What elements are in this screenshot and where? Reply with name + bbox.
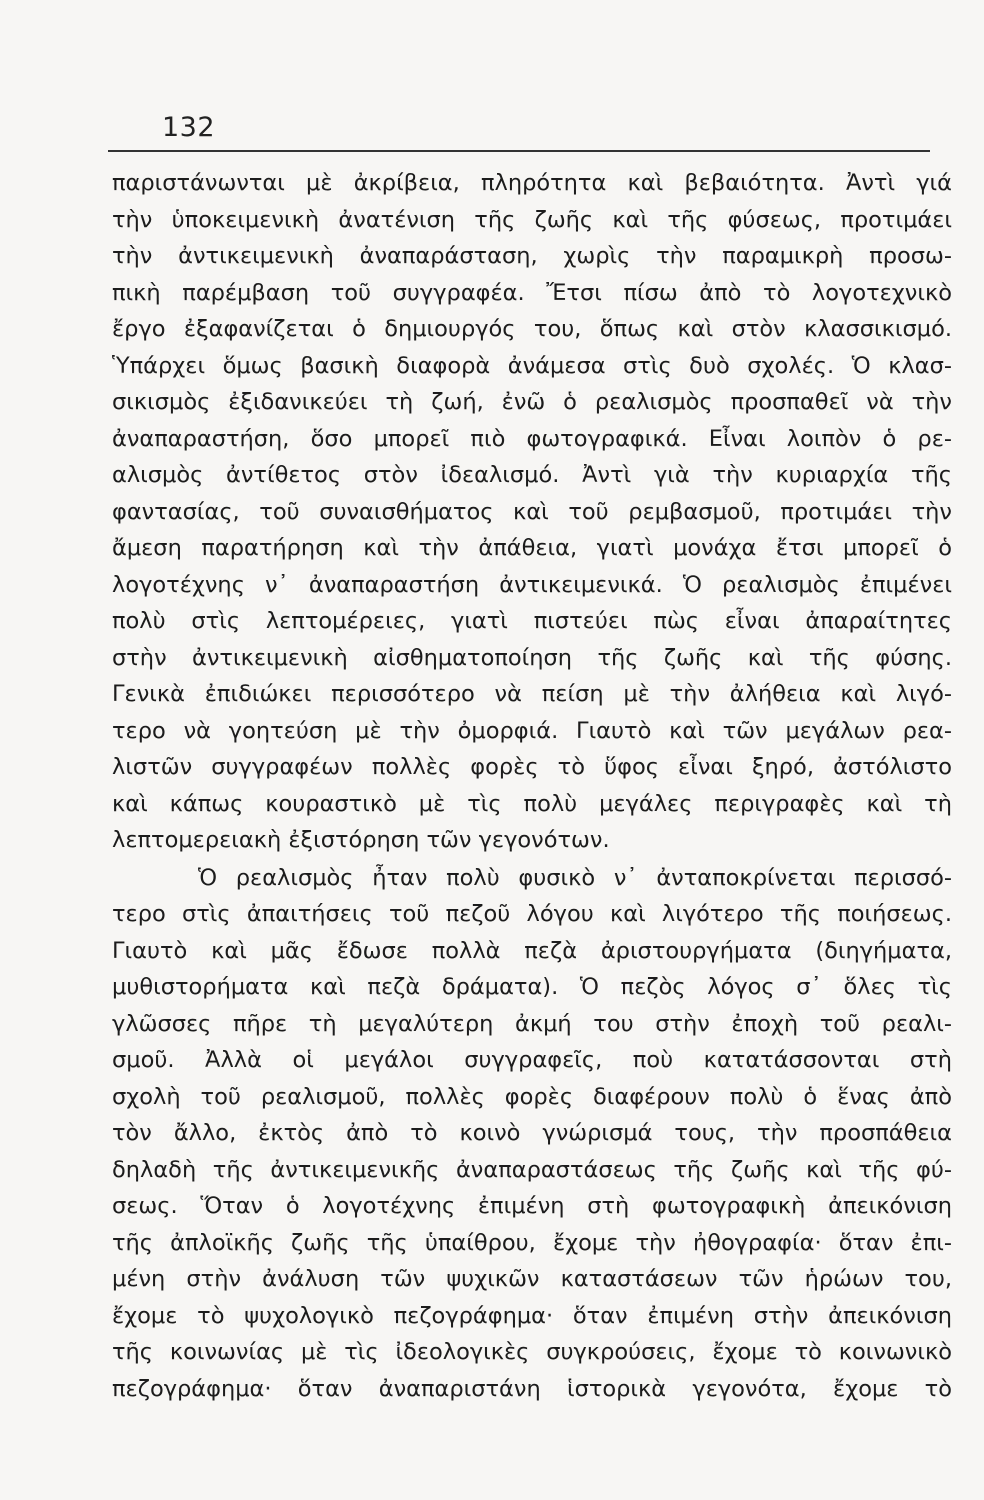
text-line: Γιαυτὸ καὶ μᾶς ἔδωσε πολλὰ πεζὰ ἀριστουργήματα (διηγήματα,: [112, 937, 952, 964]
text-line: τὴν ὑποκειμενικὴ ἀνατένιση τῆς ζωῆς καὶ τῆς φύσεως, προτιμάει: [112, 206, 952, 233]
paragraph-1: [112, 165, 952, 859]
text-line: τὴν ἀντικειμενικὴ ἀναπαράσταση, χωρὶς τὴν παραμικρὴ προσω-: [112, 243, 952, 269]
text-line: τερο στὶς ἀπαιτήσεις τοῦ πεζοῦ λόγου καὶ λιγότερο τῆς ποιήσεως.: [112, 901, 952, 927]
text-line: φαντασίας, τοῦ συναισθήματος καὶ τοῦ ρεμβασμοῦ, προτιμάει τὴν: [112, 498, 952, 525]
text-line: τῆς κοινωνίας μὲ τὶς ἰδεολογικὲς συγκρούσεις, ἔχομε τὸ κοινωνικὸ: [112, 1339, 952, 1365]
text-line: λιστῶν συγγραφέων πολλὲς φορὲς τὸ ὕφος εἶναι ξηρό, ἀστόλιστο: [112, 754, 952, 780]
text-line: αλισμὸς ἀντίθετος στὸν ἰδεαλισμό. Ἀντὶ γιὰ τὴν κυριαρχία τῆς: [112, 462, 952, 488]
text-line: τερο νὰ γοητεύση μὲ τὴν ὀμορφιά. Γιαυτὸ καὶ τῶν μεγάλων ρεα-: [112, 717, 952, 744]
text-line: πεζογράφημα· ὅταν ἀναπαριστάνη ἱστορικὰ γεγονότα, ἔχομε τὸ: [112, 1375, 952, 1402]
text-line: σχολὴ τοῦ ρεαλισμοῦ, πολλὲς φορὲς διαφέρουν πολὺ ὁ ἕνας ἀπὸ: [112, 1083, 952, 1110]
text-line: Ὁ ρεαλισμὸς ἦταν πολὺ φυσικὸ ν᾿ ἀνταποκρίνεται περισσό-: [198, 864, 952, 891]
text-line: καὶ κάπως κουραστικὸ μὲ τὶς πολὺ μεγάλες περιγραφὲς καὶ τὴ: [112, 790, 952, 817]
text-line: λεπτομερειακὴ ἐξιστόρηση τῶν γεγονότων.: [112, 827, 610, 853]
text-line: σεως. Ὅταν ὁ λογοτέχνης ἐπιμένη στὴ φωτογραφικὴ ἀπεικόνιση: [112, 1193, 952, 1219]
paragraph-2: [112, 860, 952, 1408]
text-line: πικὴ παρέμβαση τοῦ συγγραφέα. Ἔτσι πίσω ἀπὸ τὸ λογοτεχνικὸ: [112, 279, 952, 306]
text-line: γλῶσσες πῆρε τὴ μεγαλύτερη ἀκμή του στὴν ἐποχὴ τοῦ ρεαλι-: [112, 1010, 952, 1037]
text-line: Γενικὰ ἐπιδιώκει περισσότερο νὰ πείση μὲ τὴν ἀλήθεια καὶ λιγό-: [112, 681, 952, 707]
text-line: τῆς ἀπλοϊκῆς ζωῆς τῆς ὑπαίθρου, ἔχομε τὴν ἠθογραφία· ὅταν ἐπι-: [112, 1229, 952, 1256]
text-line: σικισμὸς ἐξιδανικεύει τὴ ζωή, ἐνῶ ὁ ρεαλισμὸς προσπαθεῖ νὰ τὴν: [112, 389, 952, 415]
body-text: [112, 165, 952, 1407]
text-line: σμοῦ. Ἀλλὰ οἱ μεγάλοι συγγραφεῖς, ποὺ κατατάσσονται στὴ: [112, 1047, 952, 1073]
text-line: ἀναπαραστήση, ὅσο μπορεῖ πιὸ φωτογραφικά. Εἶναι λοιπὸν ὁ ρε-: [112, 425, 952, 452]
text-line: στὴν ἀντικειμενικὴ αἰσθηματοποίηση τῆς ζωῆς καὶ τῆς φύσης.: [112, 644, 952, 671]
text-line: Ὑπάρχει ὅμως βασικὴ διαφορὰ ἀνάμεσα στὶς δυὸ σχολές. Ὁ κλασ-: [112, 352, 952, 379]
text-line: λογοτέχνης ν᾿ ἀναπαραστήση ἀντικειμενικά. Ὁ ρεαλισμὸς ἐπιμένει: [112, 571, 952, 598]
text-line: ἄμεση παρατήρηση καὶ τὴν ἀπάθεια, γιατὶ μονάχα ἔτσι μπορεῖ ὁ: [112, 535, 952, 561]
text-line: ἔργο ἐξαφανίζεται ὁ δημιουργός του, ὅπως καὶ στὸν κλασσικισμό.: [112, 316, 952, 342]
header-rule: [108, 150, 930, 152]
text-line: πολὺ στὶς λεπτομέρειες, γιατὶ πιστεύει πὼς εἶναι ἀπαραίτητες: [112, 608, 952, 634]
text-line: παριστάνωνται μὲ ἀκρίβεια, πληρότητα καὶ βεβαιότητα. Ἀντὶ γιά: [112, 170, 952, 196]
text-line: ἔχομε τὸ ψυχολογικὸ πεζογράφημα· ὅταν ἐπιμένη στὴν ἀπεικόνιση: [112, 1302, 952, 1329]
text-line: μένη στὴν ἀνάλυση τῶν ψυχικῶν καταστάσεων τῶν ἡρώων του,: [112, 1266, 952, 1292]
page-number: 132: [162, 112, 216, 143]
text-line: δηλαδὴ τῆς ἀντικειμενικῆς ἀναπαραστάσεως τῆς ζωῆς καὶ τῆς φύ-: [112, 1156, 952, 1183]
text-line: μυθιστορήματα καὶ πεζὰ δράματα). Ὁ πεζὸς λόγος σ᾿ ὅλες τὶς: [112, 974, 952, 1000]
text-line: τὸν ἄλλο, ἐκτὸς ἀπὸ τὸ κοινὸ γνώρισμά τους, τὴν προσπάθεια: [112, 1120, 952, 1146]
